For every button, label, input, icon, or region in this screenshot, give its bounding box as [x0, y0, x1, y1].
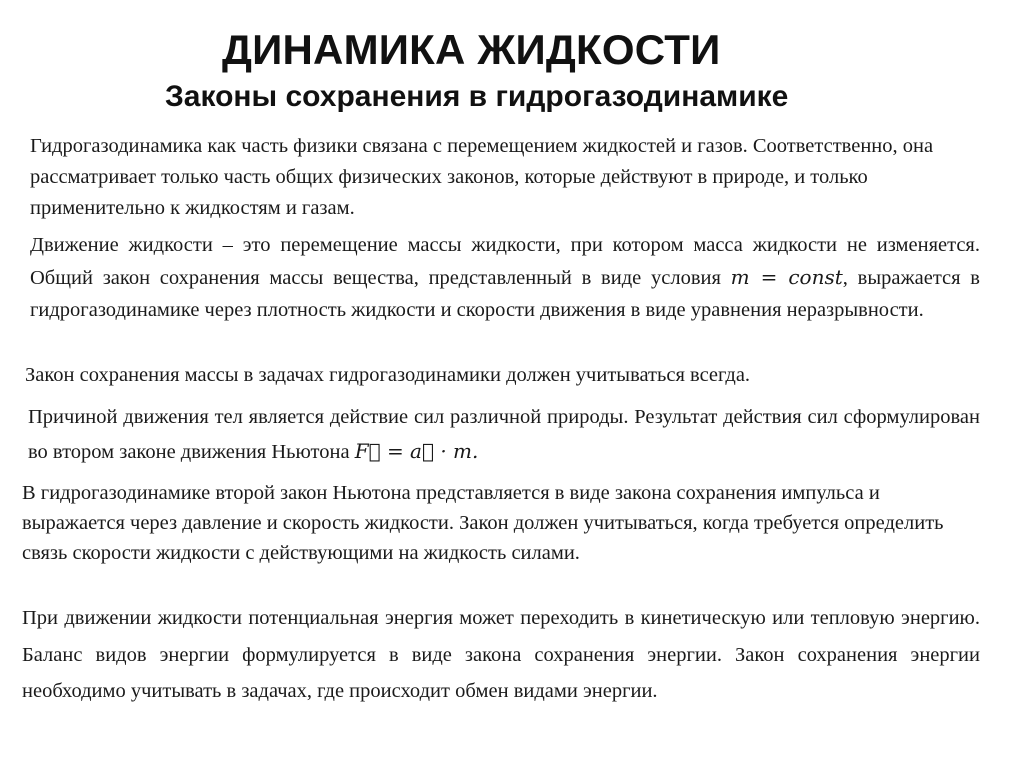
paragraph-momentum: В гидрогазодинамике второй закон Ньютона представляется в виде закона сохранения импульса и выражается через давление и скорость жидкости. Закон должен учитываться, когда требуется определить связь скорости жидкости с действующими на жидкость силами.: [22, 482, 944, 564]
paragraph-newton-text: Причиной движения тел является действие сил различной природы. Результат действия сил сформулирован во втором законе движения Ньютона: [28, 406, 980, 463]
slide-subtitle: Законы сохранения в гидрогазодинамике: [165, 80, 789, 113]
paragraph-mass-always: Закон сохранения массы в задачах гидрогазодинамики должен учитываться всегда.: [25, 364, 751, 386]
paragraph-mass-conservation: [30, 229, 980, 326]
paragraph-energy: При движении жидкости потенциальная энергия может переходить в кинетическую или тепловую энергию. Баланс видов энергии формулируется в виде закона сохранения энергии. Закон сохранения энергии необходимо учитывать в задачах, где происходит обмен видами энергии.: [22, 607, 980, 702]
formula-newton-second-law: F⃗ = a⃗ · m.: [354, 439, 479, 463]
formula-mass-const: m = const: [730, 265, 843, 289]
paragraph-intro: Гидрогазодинамика как часть физики связана с перемещением жидкостей и газов. Соответственно, она рассматривает только часть общих физических законов, которые действуют в природе, и только применительно к жидкостям и газам.: [30, 135, 934, 219]
slide-title: ДИНАМИКА ЖИДКОСТИ: [222, 26, 721, 73]
paragraph-mass-text-end: , выражается в гидрогазодинамике через плотность жидкости и скорости движения в виде уравнения неразрывности.: [30, 267, 980, 321]
paragraph-mass-text-start: Движение жидкости – это перемещение массы жидкости, при котором масса жидкости не изменяется. Общий закон сохранения массы вещества, представленный в виде условия: [30, 234, 980, 289]
paragraph-newton-law: [28, 400, 980, 469]
